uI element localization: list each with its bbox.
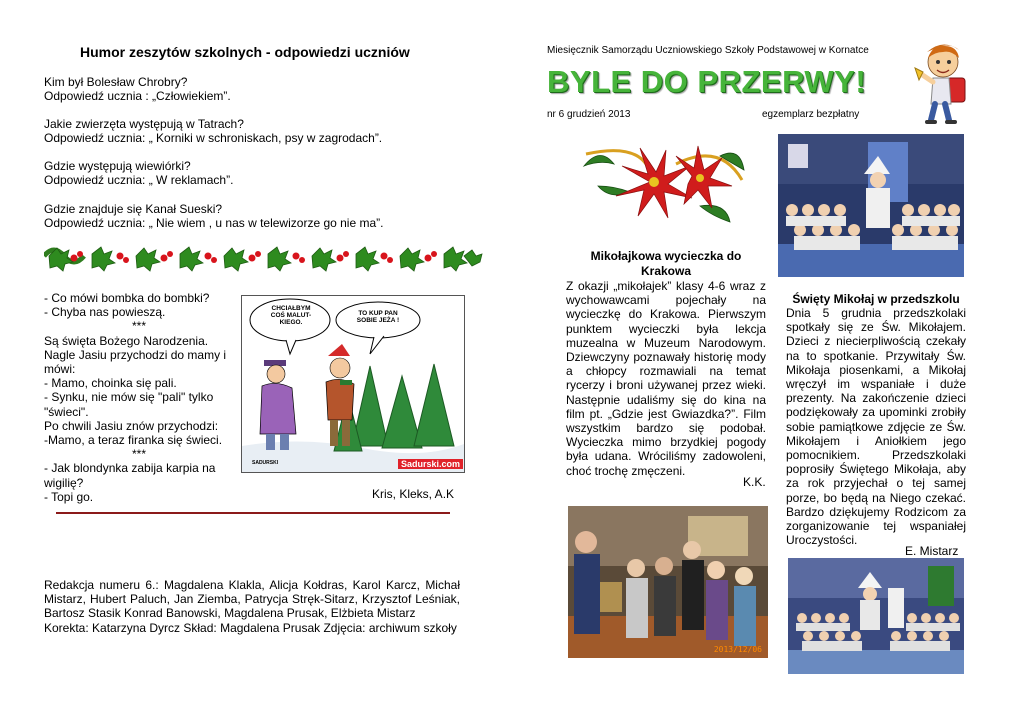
answer-text: Odpowiedź ucznia: „ W reklamach”. — [44, 173, 234, 188]
answer-text: Odpowiedź ucznia : „Człowiekiem”. — [44, 89, 231, 104]
schoolboy-mascot-icon — [913, 38, 973, 126]
joke-text: Są święta Bożego Narodzenia. Nagle Jasiu przychodzi do mamy i mówi: - Mamo, choinka się pali. - Synku, nie mów się "pali" tylko "świeci". Po chwili Jasiu znów przychodzi: -Mamo, a teraz firanka się świeci. — [44, 333, 227, 448]
editorial-credits — [44, 578, 460, 635]
question-text: Kim był Bolesław Chrobry? — [44, 75, 188, 89]
poinsettia-decoration — [580, 136, 746, 228]
issue-number: nr 6 grudzień 2013 — [547, 109, 631, 120]
cartoon-illustration — [241, 295, 465, 473]
qa-block-4 — [44, 202, 464, 230]
article-kindergarten-author: E. Mistarz — [905, 544, 959, 558]
production-credits: Korekta: Katarzyna Dyrcz Skład: Magdalena Prusak Zdjęcia: archiwum szkoły — [44, 620, 457, 635]
question-text: Gdzie znajduje się Kanał Sueski? — [44, 202, 223, 216]
speech-bubble-left: CHCIAŁBYM COŚ MALUT- KIEGO. — [270, 305, 312, 326]
free-copy-note: egzemplarz bezpłatny — [762, 109, 860, 120]
article-kindergarten-body: Dnia 5 grudnia przedszkolaki spotkały się ze Św. Mikołajem. Dzieci z niecierpliwością czekały na to spotkanie. Przywitały Św. Mikołaja piosenkami, a Mikołaj wręczył im wspaniałe i duże prezenty. Na zakończenie dzieci podziękowały za upominki zrobiły sobie pamiątkowe zdjęcie ze Św. Mikołajem i Aniołkiem jego pomocnikiem. Przedszkolaki poprosiły Świętego Mikołaja, aby za rok przyjechał o tej samej porze, bo będą na Niego czekać. Bardzo dziękujemy Rodzicom za zorganizowanie tej wspaniałej Uroczystości. — [786, 306, 966, 548]
editorial-team: Redakcja numeru 6.: Magdalena Klakla, Alicja Kołdras, Karol Karcz, Michał Mistarz, Hubert Paluch, Jan Ziemba, Patrycja Stręk-Sitarz, Krzysztof Leśniak, Bartosz Stasik Konrad Banowski, Magdalena Prusak, Elżbieta Mistarz — [44, 578, 460, 621]
answer-text: Odpowiedź ucznia: „ Nie wiem , u nas w telewizorze go nie ma”. — [44, 216, 384, 231]
photo-kindergarten-santa — [788, 558, 964, 674]
question-text: Gdzie występują wiewiórki? — [44, 159, 191, 173]
section-divider — [56, 512, 450, 514]
qa-block-3 — [44, 159, 464, 187]
jokes-authors: Kris, Kleks, A.K — [372, 487, 455, 501]
masthead-title: BYLE DO PRZERWY! — [547, 64, 867, 99]
article-trip-title: Mikołajkowa wycieczka do Krakowa — [590, 249, 742, 278]
photo-santa-group — [778, 134, 964, 277]
publisher-line: Miesięcznik Samorządu Uczniowskiego Szkoły Podstawowej w Kornatce — [547, 45, 869, 56]
holly-garland-decoration — [44, 238, 484, 274]
separator-stars: *** — [131, 447, 146, 462]
photo-date-stamp: 2013/12/06 — [713, 645, 762, 654]
jokes-column — [44, 291, 234, 504]
joke-text: - Co mówi bombka do bombki? - Chyba nas powieszą. — [44, 291, 210, 320]
qa-block-1 — [44, 75, 464, 103]
photo-museum-trip — [568, 506, 768, 658]
speech-bubble-right: TO KUP PAN SOBIE JEŻA ! — [356, 310, 400, 324]
article-trip-body: Z okazji „mikołajek” klasy 4-6 wraz z wychowawcami pojechały na wycieczkę do Krakowa. Pierwszym punktem wycieczki była lekcja muzealna w Muzeum Narodowym. Dziewczyny poznawały historię mody a chłopcy rozmawiali na temat rycerzy i broni używanej przez wieki. Następnie udaliśmy się do kina na film pt. „Gdzie jest Gwiazdka?”. Film wszystkim bardzo się podobał. Wycieczka mimo brzydkiej pogody była udana. Wróciliśmy zadowoleni, choć trochę zmęczeni. — [566, 279, 766, 478]
joke-text: - Jak blondynka zabija karpia na wigilię? - Topi go. — [44, 461, 216, 504]
article-kindergarten-title: Święty Mikołaj w przedszkolu — [792, 292, 960, 306]
qa-block-2 — [44, 117, 464, 145]
separator-stars: *** — [131, 319, 146, 334]
cartoonist-signature: SADURSKI — [252, 460, 279, 466]
article-trip-author: K.K. — [743, 475, 766, 489]
humor-section-title: Humor zeszytów szkolnych - odpowiedzi uczniów — [80, 44, 410, 60]
question-text: Jakie zwierzęta występują w Tatrach? — [44, 117, 244, 131]
cartoon-watermark: Sadurski.com — [398, 459, 463, 469]
answer-text: Odpowiedź ucznia: „ Korniki w schroniskach, psy w zagrodach”. — [44, 131, 383, 146]
